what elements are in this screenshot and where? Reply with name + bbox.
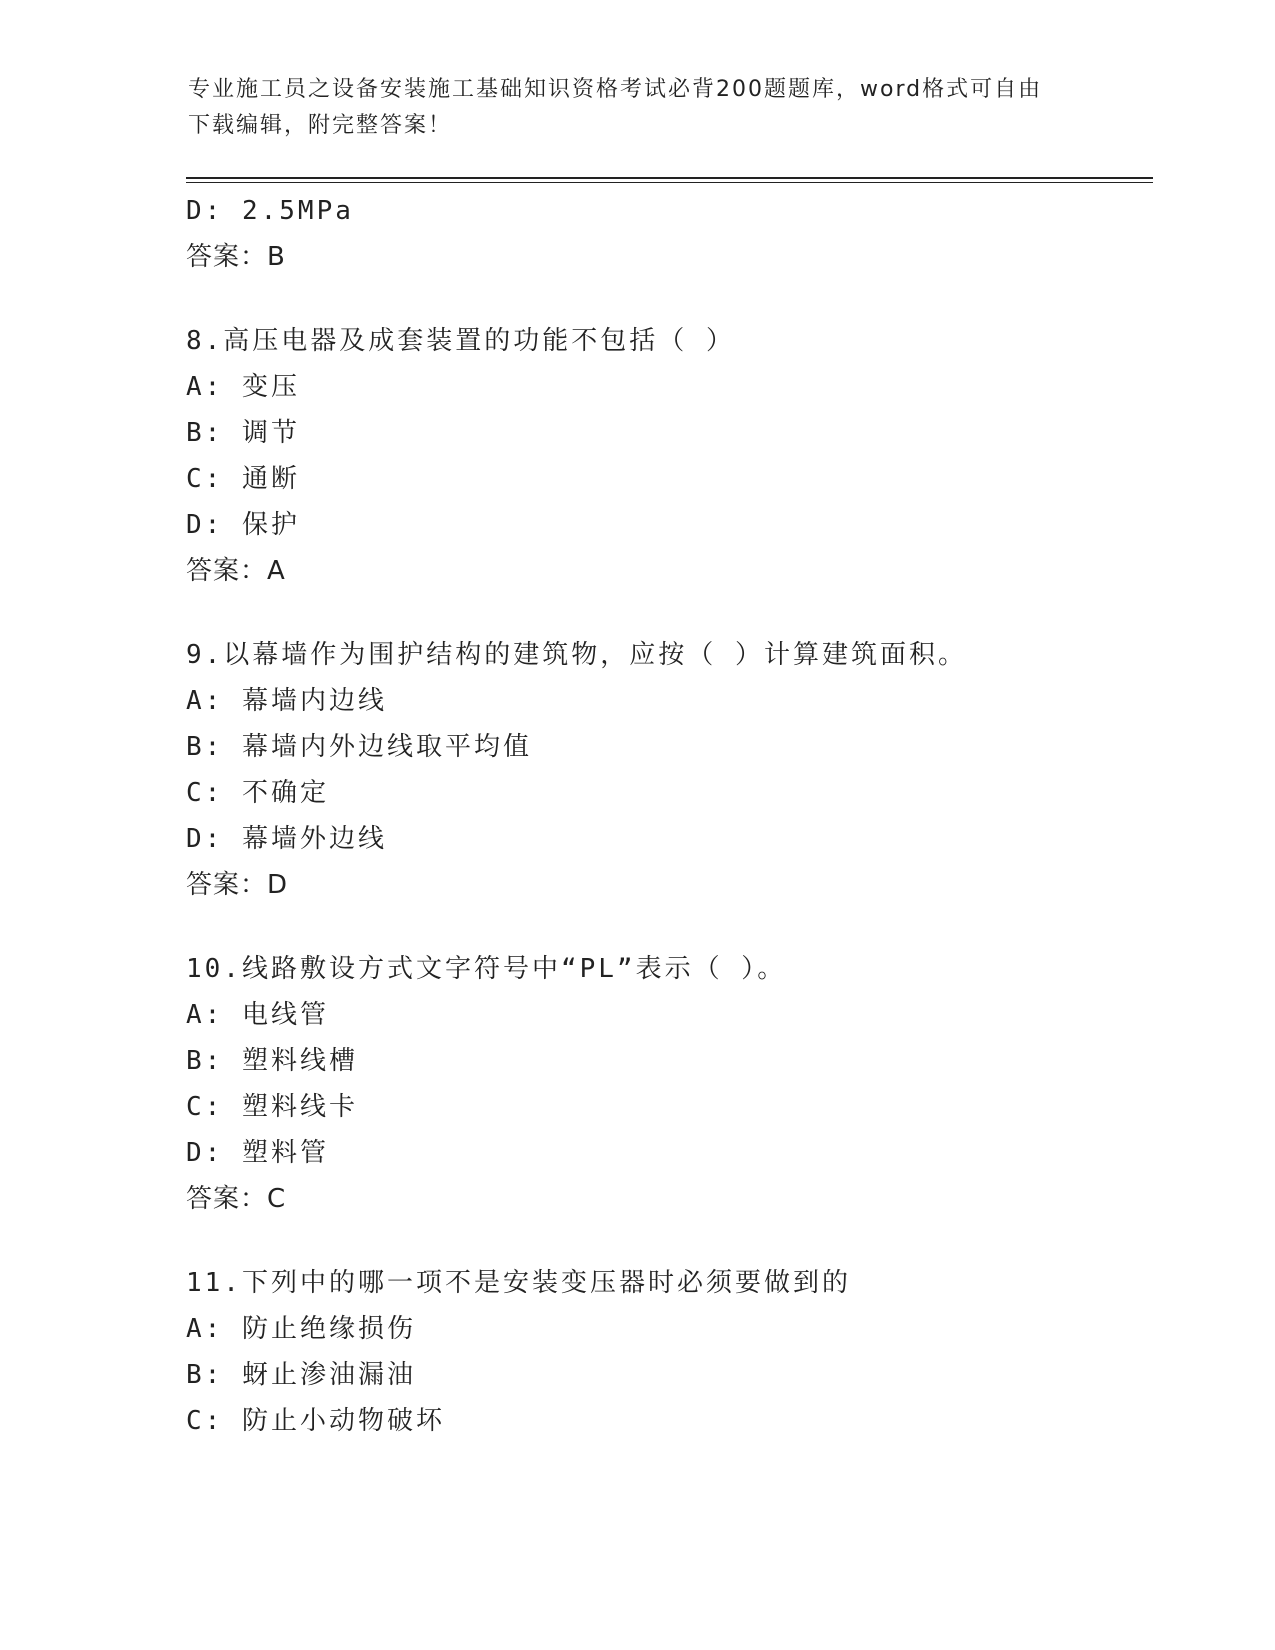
option-b: B: 蚜止渗油漏油 [186, 1360, 416, 1390]
spacer [186, 908, 1146, 946]
option-a: A: 防止绝缘损伤 [186, 1314, 416, 1344]
question-10 [186, 946, 1146, 1222]
answer: 答案：A [186, 556, 286, 586]
option-d: D: 幕墙外边线 [186, 824, 387, 854]
document-title-line-1: 专业施工员之设备安装施工基础知识资格考试必背200题题库，word格式可自由 [188, 77, 1043, 102]
page-header [188, 72, 1068, 144]
question-stem: 10.线路敷设方式文字符号中“PL”表示（ ）。 [186, 954, 787, 984]
option-a: A: 电线管 [186, 1000, 329, 1030]
question-stem: 9.以幕墙作为围护结构的建筑物，应按（ ）计算建筑面积。 [186, 640, 967, 670]
option-a: A: 幕墙内边线 [186, 686, 387, 716]
question-list [186, 188, 1146, 1444]
question-stem: 8.高压电器及成套装置的功能不包括（ ） [186, 326, 735, 356]
option-b: B: 调节 [186, 418, 300, 448]
option-d: D: 保护 [186, 510, 300, 540]
option-c: C: 不确定 [186, 778, 329, 808]
option-c: C: 塑料线卡 [186, 1092, 358, 1122]
document-title-line-2: 下载编辑，附完整答案！ [188, 113, 453, 138]
option-d: D: 塑料管 [186, 1138, 329, 1168]
question-11 [186, 1260, 1146, 1444]
answer: 答案：B [186, 242, 286, 272]
option-c: C: 防止小动物破坏 [186, 1406, 445, 1436]
option-a: A: 变压 [186, 372, 300, 402]
option-b: B: 塑料线槽 [186, 1046, 358, 1076]
header-divider [186, 177, 1153, 183]
question-8 [186, 318, 1146, 594]
option-d: D: 2.5MPa [186, 196, 354, 226]
spacer [186, 280, 1146, 318]
question-9 [186, 632, 1146, 908]
question-stem: 11.下列中的哪一项不是安装变压器时必须要做到的 [186, 1268, 851, 1298]
answer: 答案：C [186, 1184, 287, 1214]
option-b: B: 幕墙内外边线取平均值 [186, 732, 532, 762]
spacer [186, 594, 1146, 632]
option-c: C: 通断 [186, 464, 300, 494]
answer: 答案：D [186, 870, 289, 900]
spacer [186, 1222, 1146, 1260]
